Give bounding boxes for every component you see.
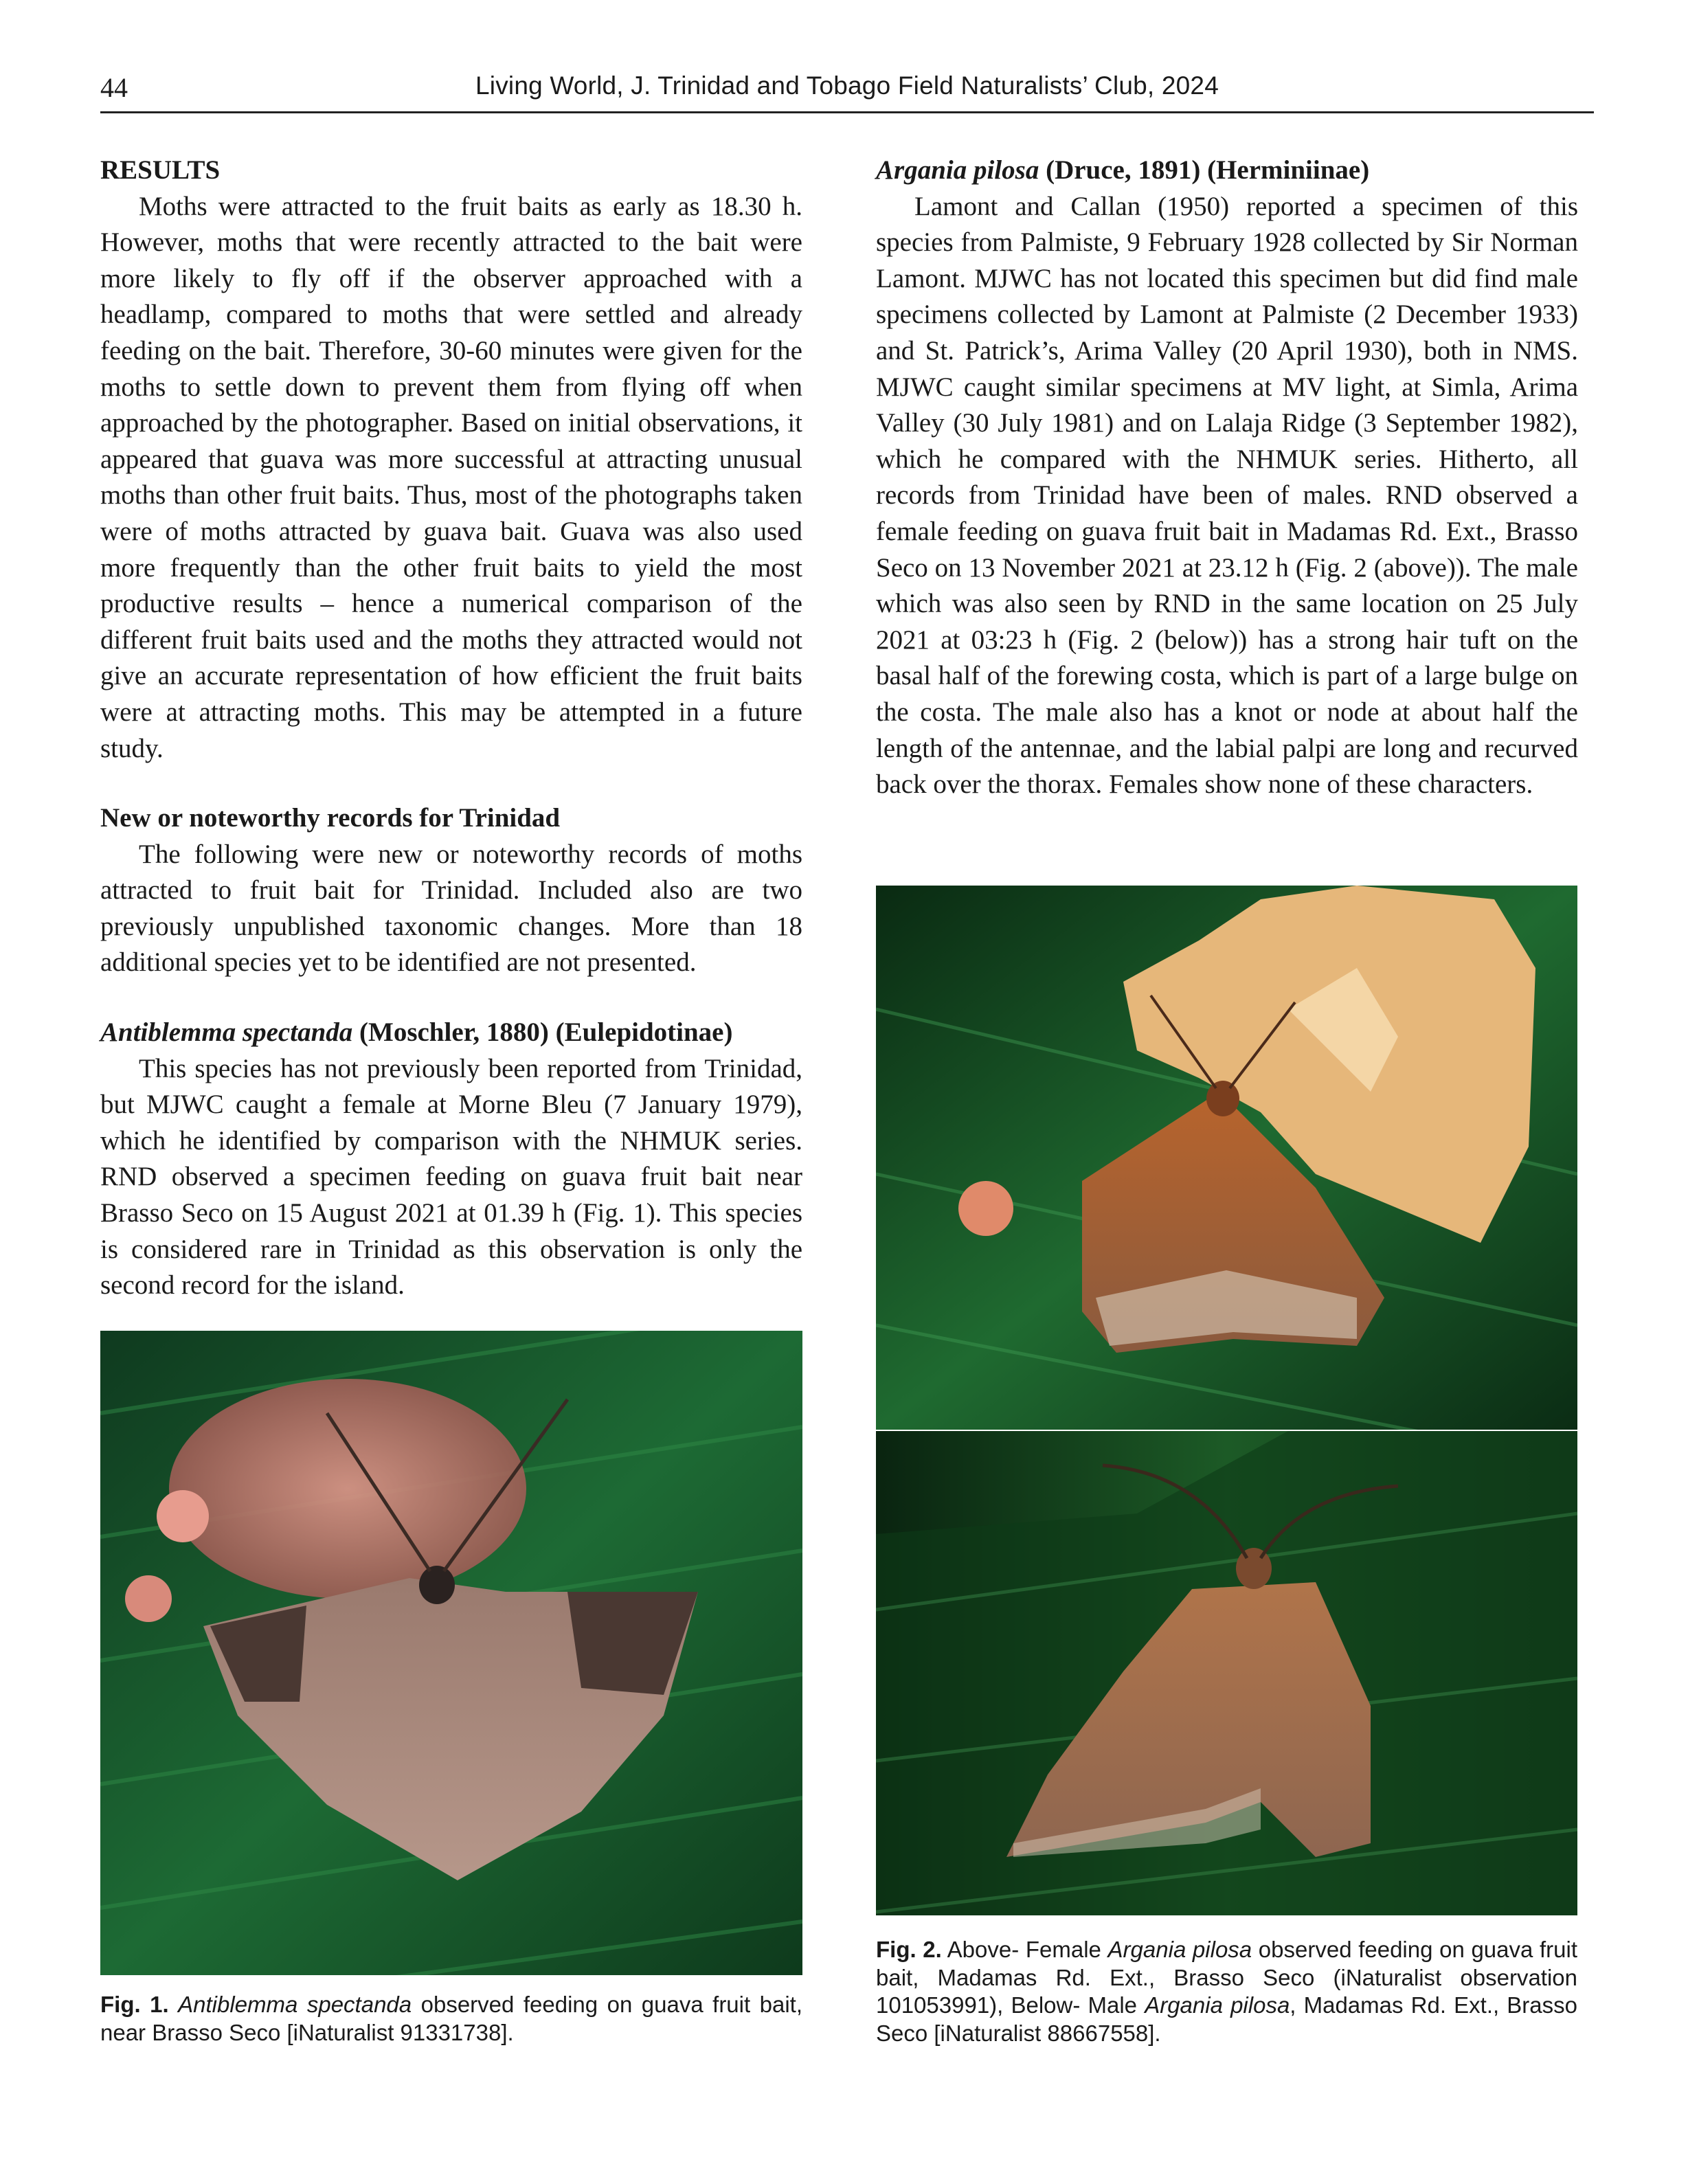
journal-title: Living World, J. Trinidad and Tobago Field Naturalists’ Club, 2024 [475,71,1219,100]
figure-label: Fig. 2. [876,1937,942,1962]
species-name: Antiblemma spectanda [100,1017,353,1048]
records-heading: New or noteworthy records for Trinidad [100,803,561,833]
moth-photo-argania-female [876,886,1577,1430]
figure-1-caption [100,1991,802,2047]
moth-photo-antiblemma [100,1331,802,1975]
species-authority: (Moschler, 1880) (Eulepidotinae) [359,1017,733,1048]
caption-text: observed feeding on guava fruit bait, near Brasso Seco [iNaturalist 91331738]. [100,1992,803,2045]
figure-2-below-photo [876,1431,1577,1915]
page-number: 44 [100,72,128,103]
species-heading-argania [876,153,1578,189]
species-name: Argania pilosa [876,155,1039,185]
results-heading: RESULTS [100,155,221,185]
species-authority: (Druce, 1891) (Herminiinae) [1046,155,1370,185]
moth-photo-argania-male [876,1431,1577,1915]
caption-taxon: Argania pilosa [1145,1992,1290,2018]
species-heading-antiblemma [100,1015,802,1051]
caption-text: , Madamas Rd. Ext., Brasso Seco [iNaturalist 88667558]. [876,1992,1578,2046]
right-column [876,153,1578,803]
caption-text: Above- Female [947,1937,1101,1962]
records-paragraph: The following were new or noteworthy records of moths attracted to fruit bait for Trinidad. Included also are two previously unpublished taxonomic changes. More than 18 additional species yet to be identified are not presented. [100,839,802,978]
caption-taxon: Argania pilosa [1107,1937,1252,1962]
figure-2-above-photo [876,886,1577,1430]
figure-label: Fig. 1. [100,1992,169,2017]
caption-text: observed feeding on guava fruit bait, Madamas Rd. Ext., Brasso Seco (iNaturalist observation 101053991), Below- Male [876,1937,1578,2018]
antiblemma-paragraph: This species has not previously been reported from Trinidad, but MJWC caught a female at Morne Bleu (7 January 1979), which he identified by comparison with the NHMUK series. RND observed a specimen feeding on guava fruit bait near Brasso Seco on 15 August 2021 at 01.39 h (Fig. 1). This species is considered rare in Trinidad as this observation is only the second record for the island. [100,1053,802,1301]
caption-taxon: Antiblemma spectanda [178,1992,412,2017]
argania-paragraph: Lamont and Callan (1950) reported a specimen of this species from Palmiste, 9 February 1928 collected by Sir Norman Lamont. MJWC has not located this specimen but did find male specimens collected by Lamont at Palmiste (2 December 1933) and St. Patrick’s, Arima Valley (20 April 1930), both in NMS. MJWC caught similar specimens at MV light, at Simla, Arima Valley (30 July 1981) and on Lalaja Ridge (3 September 1982), which he compared with the NHMUK series. Hitherto, all records from Trinidad have been of males. RND observed a female feeding on guava fruit bait in Madamas Rd. Ext., Brasso Seco on 13 November 2021 at 23.12 h (Fig. 2 (above)). The male which was also seen by RND in the same location on 25 July 2021 at 03:23 h (Fig. 2 (below)) has a strong hair tuft on the basal half of the forewing costa, which is part of a large bulge on the costa. The male also has a knot or node at about half the length of the antennae, and the labial palpi are long and recurved back over the thorax. Females show none of these characters. [876,191,1578,800]
figure-1-photo [100,1331,802,1975]
figure-2-caption [876,1936,1577,2047]
running-header [100,69,1594,113]
results-paragraph: Moths were attracted to the fruit baits as early as 18.30 h. However, moths that were recently attracted to the bait were more likely to fly off if the observer approached with a headlamp, compared to moths that were settled and already feeding on the bait. Therefore, 30-60 minutes were given for the moths to settle down to prevent them from flying off when approached by the photographer. Based on initial observations, it appeared that guava was more successful at attracting unusual moths than other fruit baits. Thus, most of the photographs taken were of moths attracted by guava bait. Guava was also used more frequently than the other fruit baits to yield the most productive results – hence a numerical comparison of the different fruit baits used and the moths they attracted would not give an accurate representation of how efficient the fruit baits were at attracting moths. This may be attempted in a future study. [100,191,802,763]
left-column [100,153,802,1304]
